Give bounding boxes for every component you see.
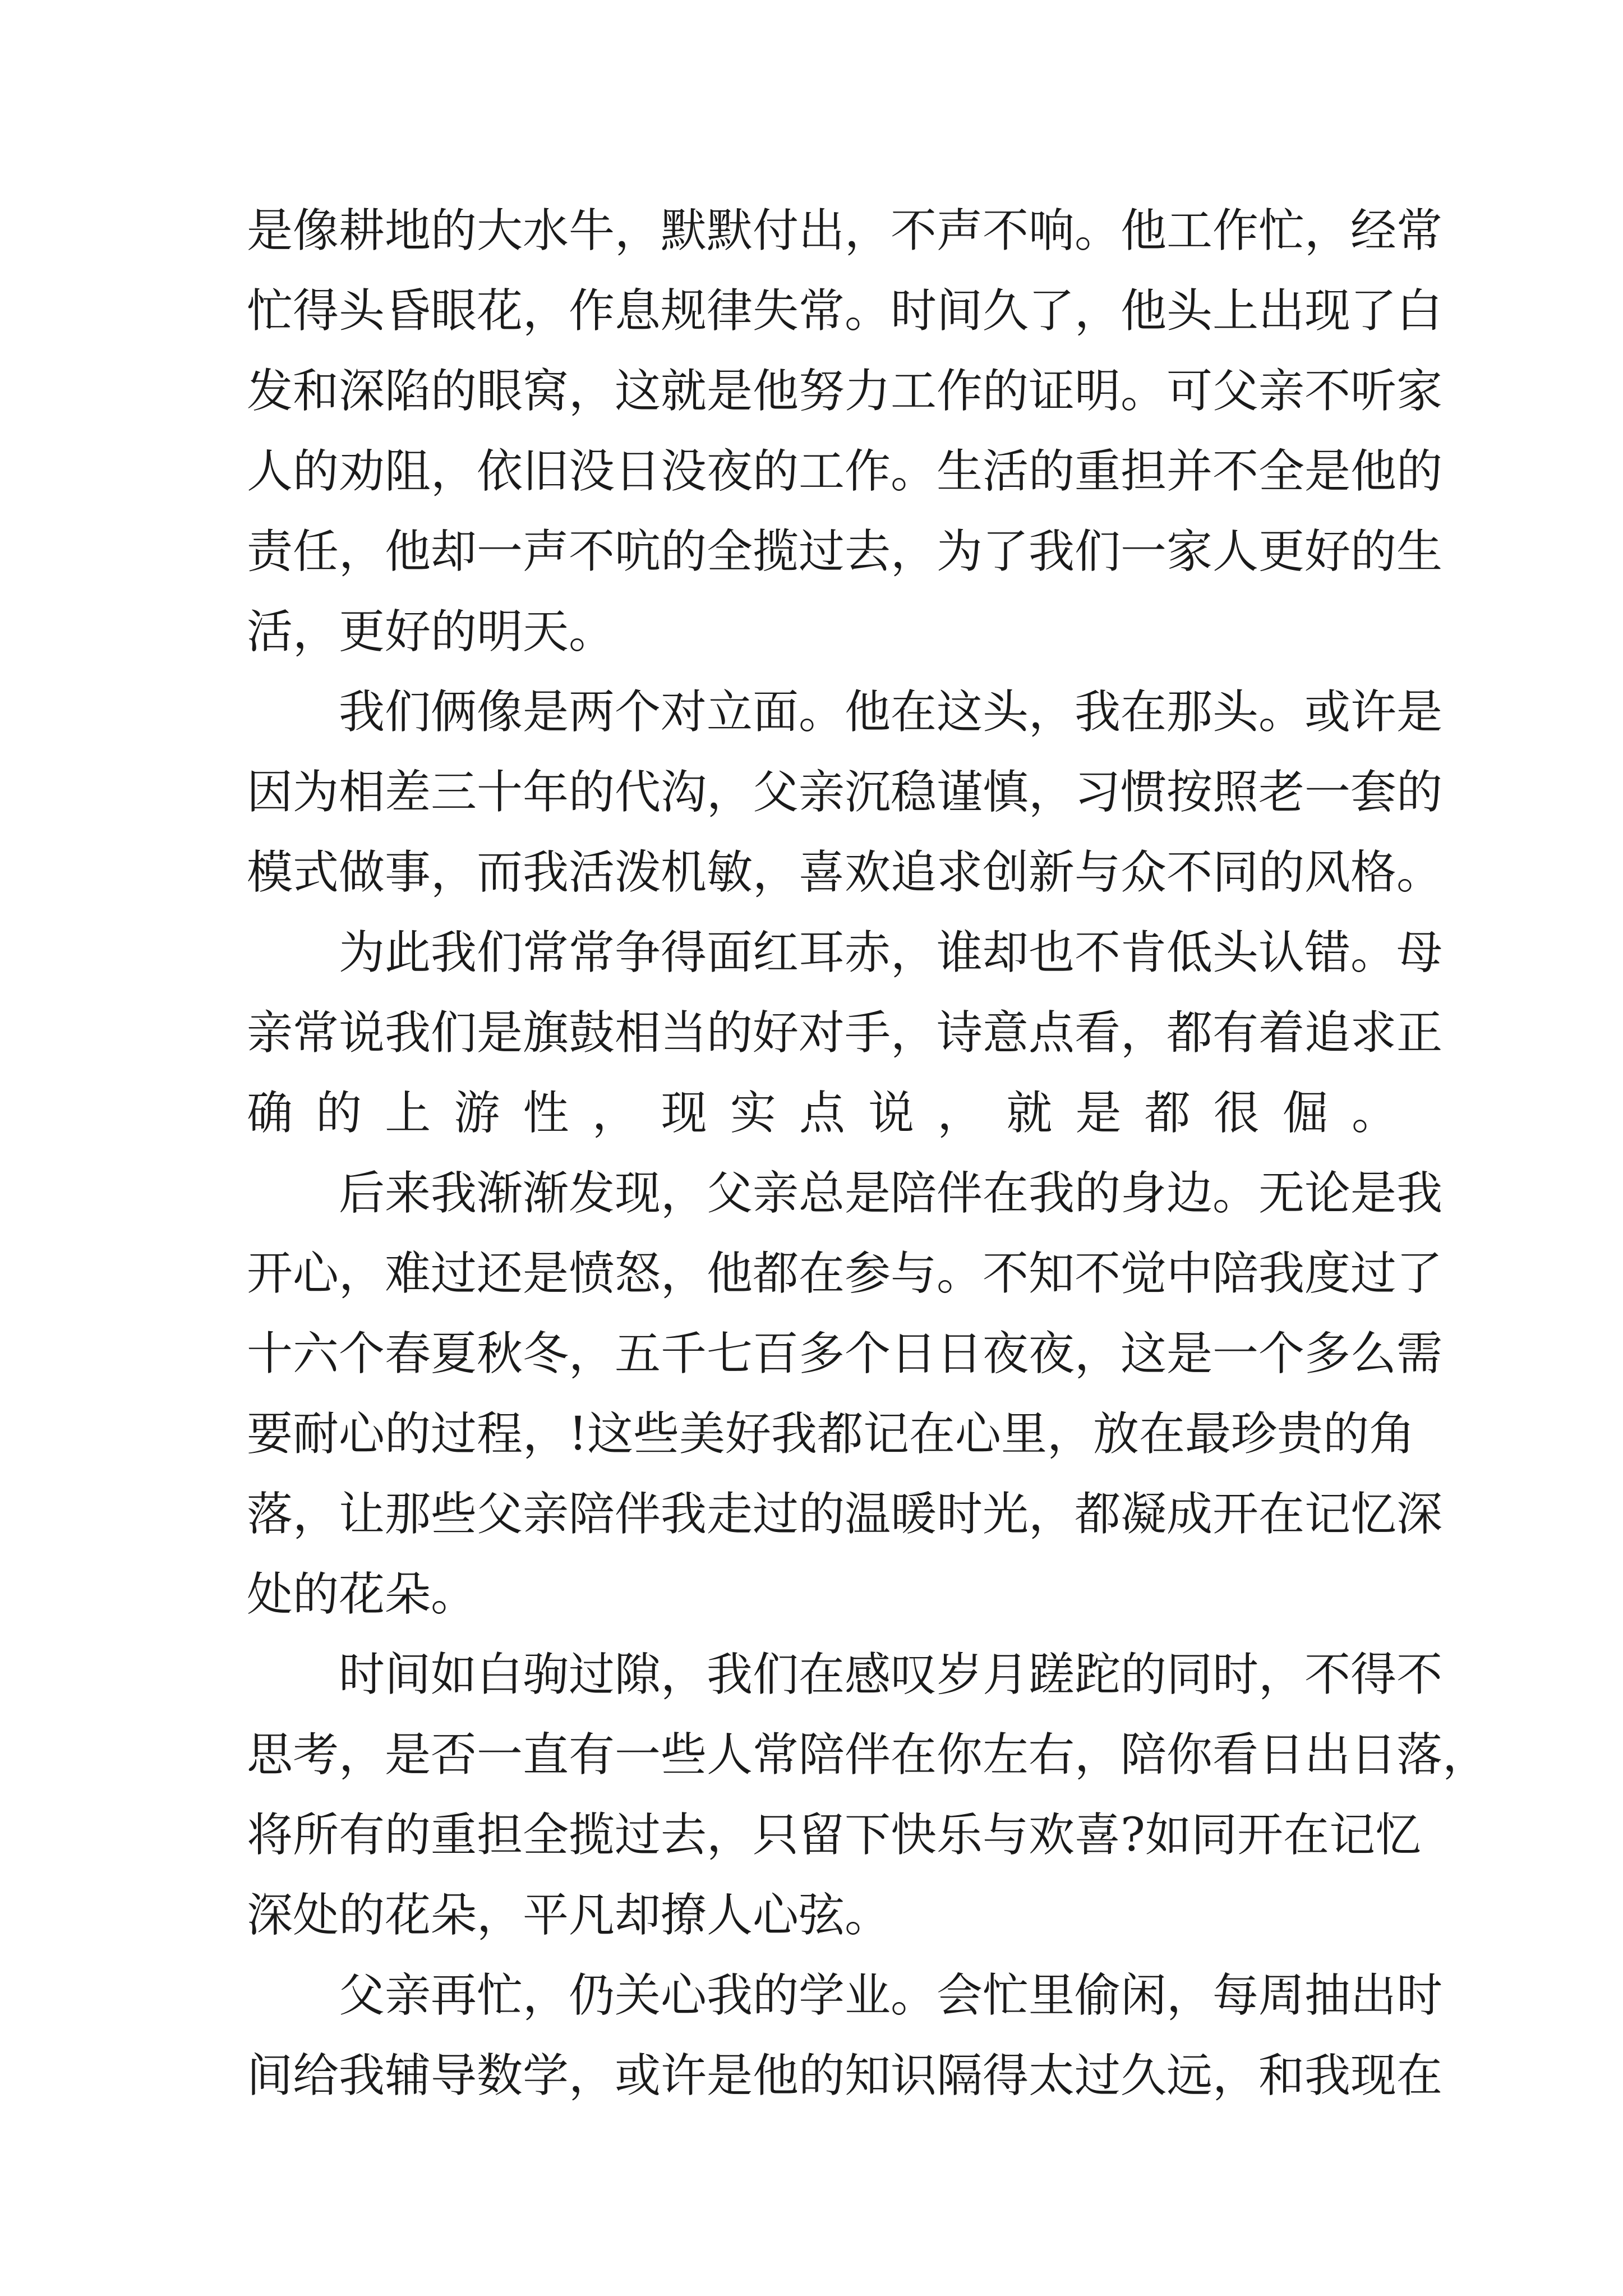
paragraph bbox=[247, 672, 1443, 913]
paragraph-line: 活，更好的明天。 bbox=[247, 605, 615, 659]
paragraph-line: 亲常说我们是旗鼓相当的好对手，诗意点看，都有着追求正 bbox=[247, 1006, 1443, 1060]
paragraph-line: 我们俩像是两个对立面。他在这头，我在那头。或许是 bbox=[339, 685, 1443, 739]
paragraph-line: 深处的花朵，平凡却撩人心弦。 bbox=[247, 1889, 891, 1942]
paragraph bbox=[247, 913, 1443, 1153]
paragraph-line: 忙得头昏眼花，作息规律失常。时间久了，他头上出现了白 bbox=[247, 284, 1443, 338]
paragraph-line: 思考，是否一直有一些人常陪伴在你左右，陪你看日出日落， bbox=[247, 1728, 1489, 1782]
paragraph-line: 因为相差三十年的代沟，父亲沉稳谨慎，习惯按照老一套的 bbox=[247, 766, 1443, 819]
paragraph-line: 责任，他却一声不吭的全揽过去，为了我们一家人更好的生 bbox=[247, 525, 1443, 578]
paragraph bbox=[247, 1635, 1489, 1955]
paragraph bbox=[247, 1955, 1443, 2116]
paragraph-line: 落，让那些父亲陪伴我走过的温暖时光，都凝成开在记忆深 bbox=[247, 1488, 1443, 1541]
paragraph-line: 确的上游性，现实点说，就是都很倔。 bbox=[247, 1087, 1398, 1140]
paragraph-line: 间给我辅导数学，或许是他的知识隔得太过久远，和我现在 bbox=[247, 2049, 1443, 2102]
document-body bbox=[247, 191, 1489, 2116]
paragraph-line: 模式做事，而我活泼机敏，喜欢追求创新与众不同的风格。 bbox=[247, 846, 1443, 899]
paragraph-line: 是像耕地的大水牛，默默付出，不声不响。他工作忙，经常 bbox=[247, 204, 1443, 257]
paragraph-line: 时间如白驹过隙，我们在感叹岁月蹉跎的同时，不得不 bbox=[339, 1648, 1443, 1701]
paragraph-line: 后来我渐渐发现，父亲总是陪伴在我的身边。无论是我 bbox=[339, 1167, 1443, 1220]
paragraph-line: 父亲再忙，仍关心我的学业。会忙里偷闲，每周抽出时 bbox=[339, 1969, 1443, 2022]
paragraph bbox=[247, 1153, 1443, 1635]
paragraph-line: 发和深陷的眼窝，这就是他努力工作的证明。可父亲不听家 bbox=[247, 365, 1443, 418]
paragraph bbox=[247, 191, 1443, 672]
paragraph-line: 要耐心的过程，!这些美好我都记在心里，放在最珍贵的角 bbox=[247, 1407, 1415, 1461]
paragraph-line: 处的花朵。 bbox=[247, 1568, 477, 1621]
paragraph-line: 为此我们常常争得面红耳赤，谁却也不肯低头认错。母 bbox=[339, 926, 1443, 979]
paragraph-line: 十六个春夏秋冬，五千七百多个日日夜夜，这是一个多么需 bbox=[247, 1327, 1443, 1381]
paragraph-line: 将所有的重担全揽过去，只留下快乐与欢喜?如同开在记忆 bbox=[247, 1809, 1421, 1862]
paragraph-line: 开心，难过还是愤怒，他都在参与。不知不觉中陪我度过了 bbox=[247, 1247, 1443, 1300]
paragraph-line: 人的劝阻，依旧没日没夜的工作。生活的重担并不全是他的 bbox=[247, 445, 1443, 498]
